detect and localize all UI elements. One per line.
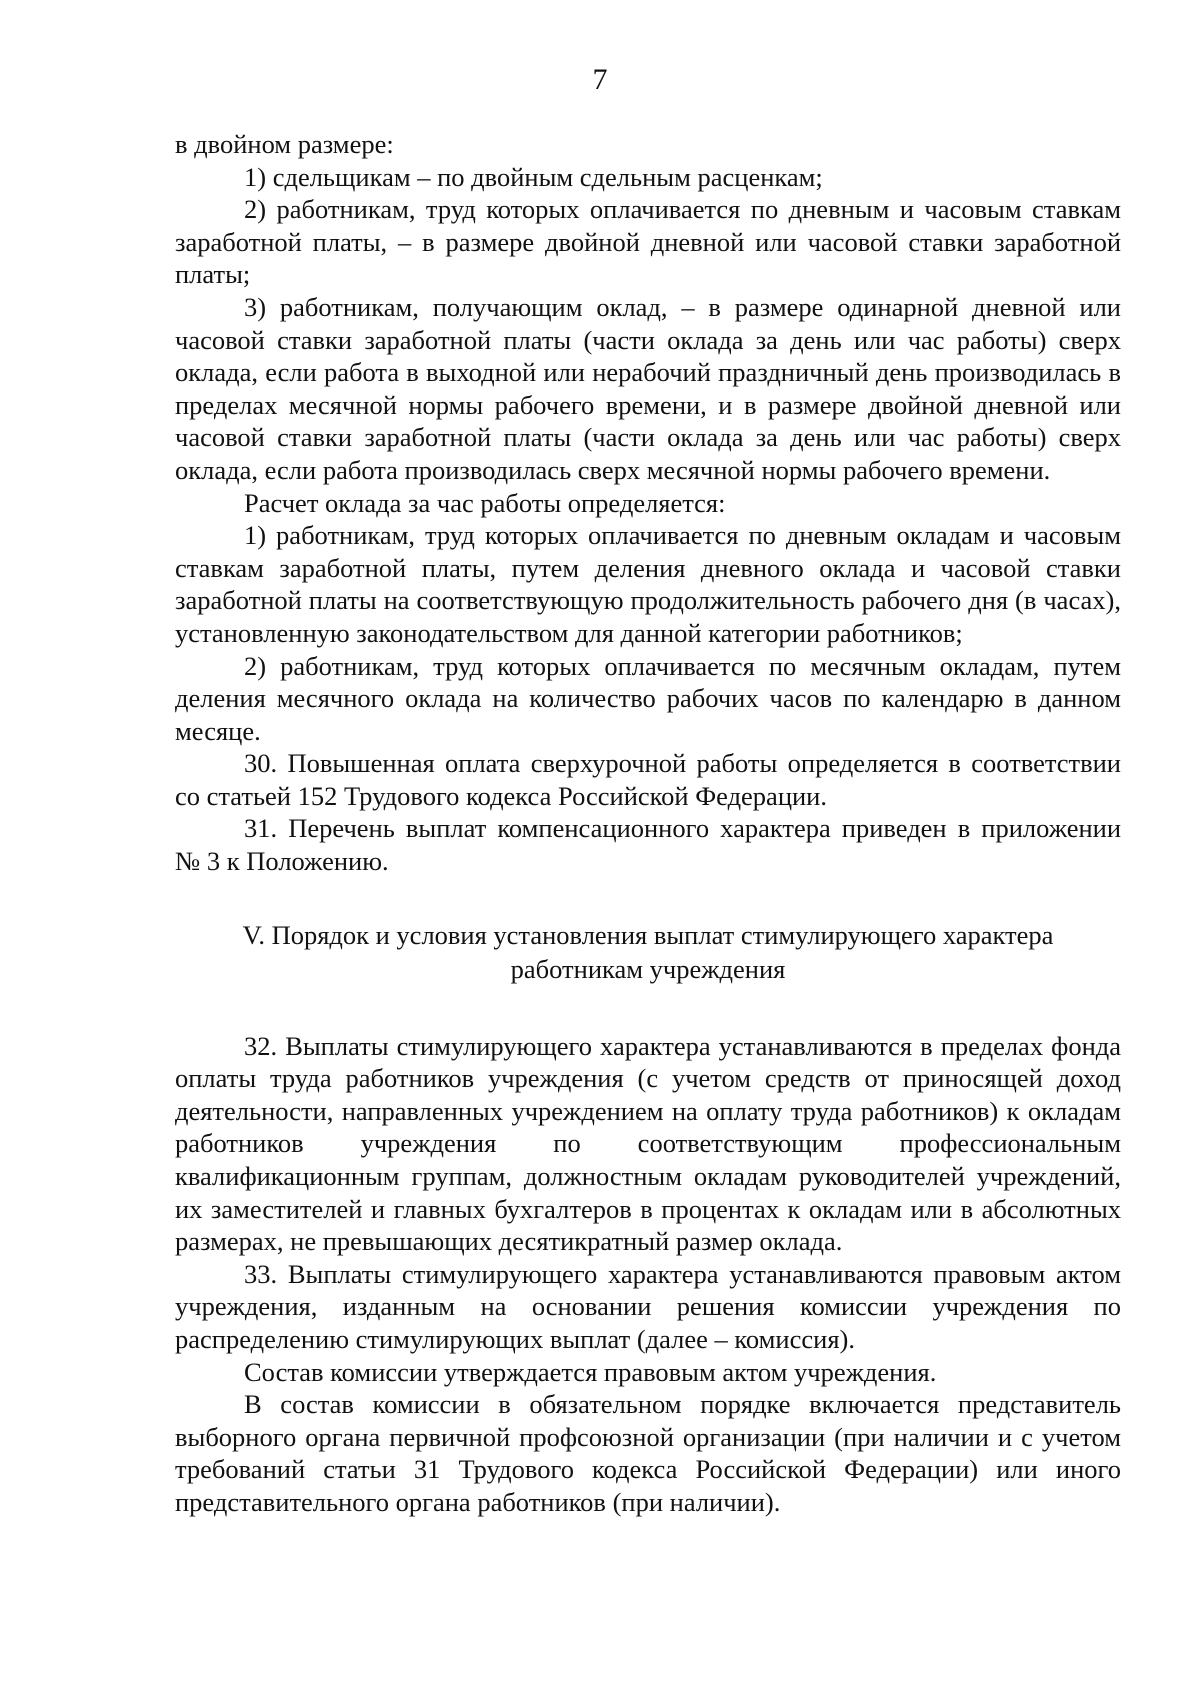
paragraph-hourly-calc-item-1: 1) работникам, труд которых оплачивается по дневным окладам и часовым ставкам заработной платы, путем деления дневного оклада и часовой ставки заработной платы на соответствующую продолжительность рабочего дня (в часах), установленную законодательством для данной категории работников; <box>175 520 1121 648</box>
paragraph-commission-composition: Состав комиссии утверждается правовым актом учреждения. <box>244 1356 937 1387</box>
paragraph-hourly-calc-item-2: 2) работникам, труд которых оплачивается по месячным окладам, путем деления месячного оклада на количество рабочих часов по календарю в данном месяце. <box>175 650 1121 746</box>
section-heading-line-1: V. Порядок и условия установления выплат стимулирующего характера <box>242 919 1054 950</box>
paragraph-commission-membership: В состав комиссии в обязательном порядке включается представитель выборного органа первичной профсоюзной организации (при наличии и с учетом требований статьи 31 Трудового кодекса Российской Федерации) или иного представительного органа работников (при наличии). <box>175 1389 1121 1517</box>
paragraph-clause-31: 31. Перечень выплат компенсационного характера приведен в приложении № 3 к Положению. <box>175 813 1121 877</box>
paragraph-item-3-salaried: 3) работникам, получающим оклад, – в размере одинарной дневной или часовой ставки заработной платы (части оклада за день или час работы) сверх оклада, если работа в выходной или нерабочий праздничный день производилась в пределах месячной нормы рабочего времени, и в размере двойной дневной или часовой ставки заработной платы (части оклада за день или час работы) сверх оклада, если работа производилась сверх месячной нормы рабочего времени. <box>175 291 1121 485</box>
paragraph-continuation: в двойном размере: <box>175 129 394 159</box>
paragraph-item-2-daily-hourly: 2) работникам, труд которых оплачивается по дневным и часовым ставкам заработной платы, – в размере двойной дневной или часовой ставки заработной платы; <box>175 194 1121 290</box>
section-heading <box>175 918 1121 986</box>
paragraph-clause-32: 32. Выплаты стимулирующего характера устанавливаются в пределах фонда оплаты труда работников учреждения (с учетом средств от приносящей доход деятельности, направленных учреждением на оплату труда работников) к окладам работников учреждения по соответствующим профессиональным квалификационным группам, должностным окладам руководителей учреждений, их заместителей и главных бухгалтеров в процентах к окладам или в абсолютных размерах, не превышающих десятикратный размер оклада. <box>175 1030 1121 1257</box>
paragraph-item-1-pieceworkers: 1) сдельщикам – по двойным сдельным расценкам; <box>244 161 823 192</box>
section-heading-line-2: работникам учреждения <box>510 953 786 984</box>
paragraph-clause-33: 33. Выплаты стимулирующего характера устанавливаются правовым актом учреждения, изданным на основании решения комиссии учреждения по распределению стимулирующих выплат (далее – комиссия). <box>175 1258 1121 1354</box>
paragraph-clause-30: 30. Повышенная оплата сверхурочной работы определяется в соответствии со статьей 152 Трудового кодекса Российской Федерации. <box>175 748 1121 811</box>
paragraph-hourly-calc-intro: Расчет оклада за час работы определяется: <box>244 487 726 518</box>
document-body <box>175 128 1121 1519</box>
page-number: 7 <box>592 63 608 96</box>
